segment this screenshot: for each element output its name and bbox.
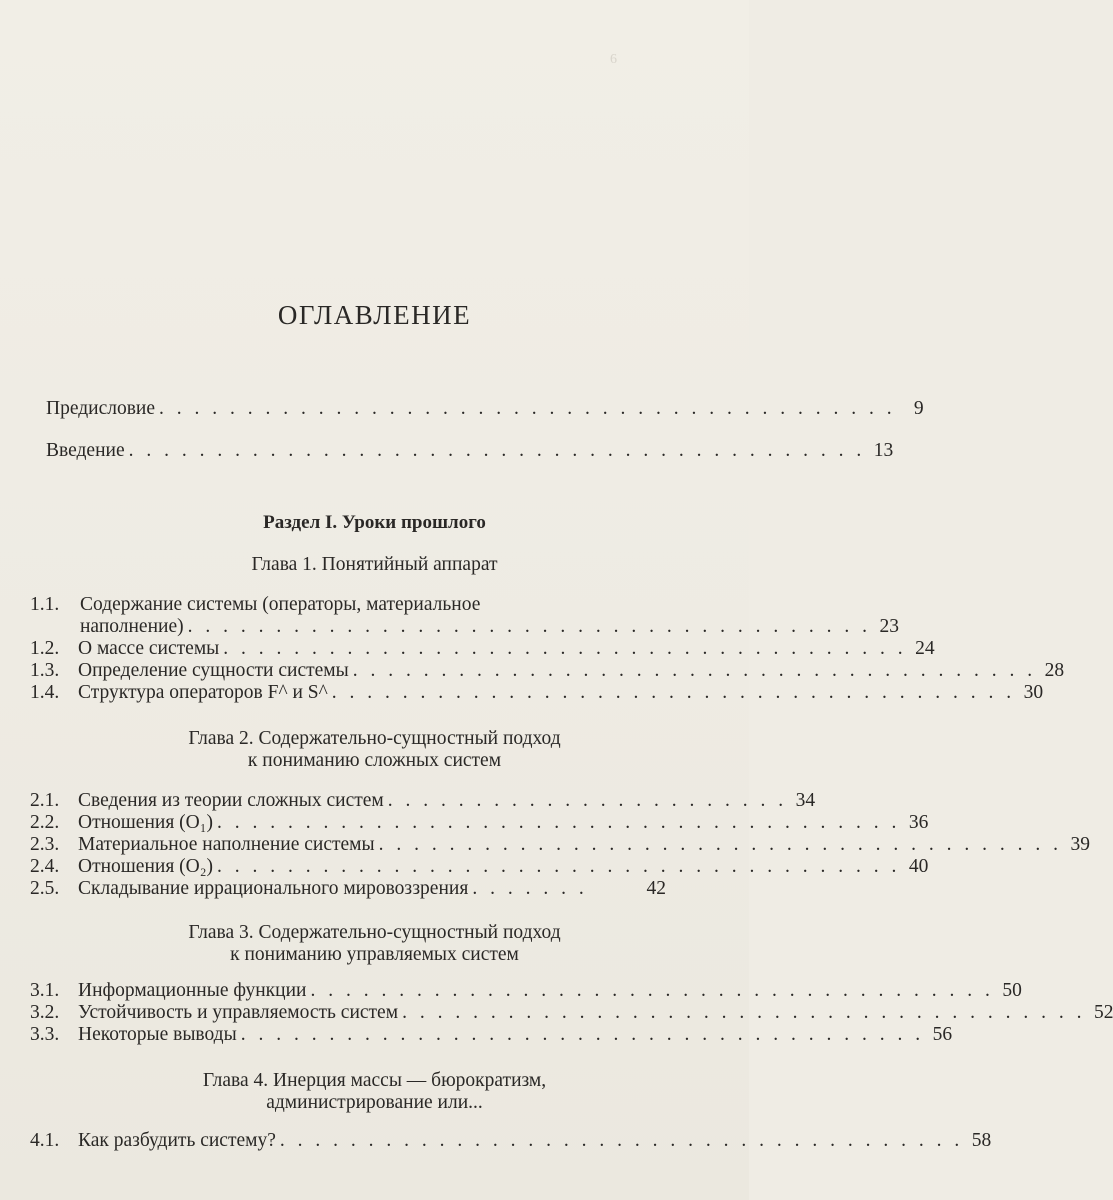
entry-text: Складывание иррационального мировоззрения — [78, 878, 469, 899]
toc-entry-4-1 — [30, 1130, 992, 1152]
entry-text: Информационные функции — [78, 980, 307, 1001]
entry-page: 28 — [1044, 660, 1065, 681]
entry-number: 2.2. — [30, 812, 60, 833]
entry-number: 1.4. — [30, 682, 60, 703]
entry-number: 1.2. — [30, 638, 60, 659]
leader-dots: . . . . . . . . . . . . . . . . . . . . . . . . . . . . . . . . . . . . . . . — [187, 616, 871, 637]
entry-page: 56 — [932, 1024, 953, 1045]
toc-entry-introduction — [46, 440, 894, 462]
entry-text: Устойчивость и управляемость систем — [78, 1002, 399, 1023]
entry-text-continued: наполнение) — [80, 616, 184, 637]
leader-dots: . . . . . . . . . . . . . . . . . . . . . . . . . . . . . . . . . . . . . . . — [310, 980, 994, 1001]
section-title: Раздел I. Уроки прошлого — [263, 512, 486, 533]
entry-page: 40 — [908, 856, 929, 877]
toc-entry-1-1 — [30, 594, 480, 616]
leader-dots: . . . . . . . . . . . . . . . . . . . . . . . . . . . . . . . . . . . . . . . — [402, 1002, 1086, 1023]
entry-text: Сведения из теории сложных систем — [78, 790, 384, 811]
toc-entry-2-4 — [30, 856, 929, 878]
entry-text: Структура операторов F^ и S^ — [78, 682, 328, 703]
chapter-2-title-line-1: Глава 2. Содержательно-сущностный подход — [188, 728, 561, 749]
entry-text: Предисловие — [46, 398, 156, 419]
leader-dots: . . . . . . . . . . . . . . . . . . . . . . . . . . . . . . . . . . . . . . . — [240, 1024, 925, 1045]
leader-dots: . . . . . . . . . . . . . . . . . . . . . . . . . . . . . . . . . . . . . . . — [352, 660, 1037, 681]
entry-page: 24 — [915, 638, 935, 659]
page-title: ОГЛАВЛЕНИЕ — [277, 300, 472, 330]
entry-number: 2.3. — [30, 834, 60, 855]
entry-page: 23 — [879, 616, 899, 637]
chapter-3-title-line-1: Глава 3. Содержательно-сущностный подход — [188, 922, 561, 943]
toc-entry-1-4 — [30, 682, 1044, 704]
leader-dots: . . . . . . . — [472, 878, 588, 899]
entry-number: 2.4. — [30, 856, 60, 877]
entry-number: 2.1. — [30, 790, 60, 811]
entry-page: 39 — [1070, 834, 1090, 855]
toc-entry-2-3 — [30, 834, 1090, 856]
entry-page: 34 — [795, 790, 816, 811]
chapter-3-title-line-2: к пониманию управляемых систем — [230, 944, 519, 965]
chapter-1-title: Глава 1. Понятийный аппарат — [251, 554, 498, 575]
entry-text: Содержание системы (операторы, материальное — [80, 594, 481, 615]
leader-dots: . . . . . . . . . . . . . . . . . . . . . . . . . . . . . . . . . . . . . . . — [223, 638, 907, 659]
leader-dots: . . . . . . . . . . . . . . . . . . . . . . . — [387, 790, 788, 811]
entry-text: Отношения (O₂) — [78, 856, 214, 877]
leader-dots: . . . . . . . . . . . . . . . . . . . . . . . . . . . . . . . . . . . . . . . — [378, 834, 1062, 855]
entry-text: Введение — [46, 440, 125, 461]
entry-page: 36 — [908, 812, 929, 833]
toc-entry-3-2 — [30, 1002, 1113, 1024]
toc-entry-2-2 — [30, 812, 929, 834]
entry-text: Определение сущности системы — [78, 660, 349, 681]
entry-number: 1.3. — [30, 660, 60, 681]
entry-page: 13 — [873, 440, 894, 461]
leader-dots: . . . . . . . . . . . . . . . . . . . . . . . . . . . . . . . . . . . . . . . . . . — [159, 398, 896, 419]
entry-text: Отношения (O₁) — [78, 812, 214, 833]
toc-entry-2-5 — [30, 878, 666, 900]
toc-entry-3-1 — [30, 980, 1022, 1002]
entry-text: Материальное наполнение системы — [78, 834, 375, 855]
entry-text: Некоторые выводы — [78, 1024, 237, 1045]
entry-number: 2.5. — [30, 878, 60, 899]
entry-page: 9 — [913, 398, 924, 419]
chapter-4-title-line-2: администрирование или... — [266, 1092, 483, 1113]
toc-entry-1-3 — [30, 660, 1065, 682]
leader-dots: . . . . . . . . . . . . . . . . . . . . . . . . . . . . . . . . . . . . . . . — [217, 812, 901, 833]
toc-entry-preface — [46, 398, 924, 420]
chapter-4-title-line-1: Глава 4. Инерция массы — бюрократизм, — [202, 1070, 547, 1091]
entry-number: 3.3. — [30, 1024, 60, 1045]
entry-page: 52 — [1093, 1002, 1113, 1023]
entry-page: 30 — [1023, 682, 1044, 703]
entry-page: 42 — [646, 878, 666, 899]
leader-dots: . . . . . . . . . . . . . . . . . . . . . . . . . . . . . . . . . . . . . . . . . . — [128, 440, 866, 461]
toc-entry-2-1 — [30, 790, 816, 812]
entry-page: 58 — [971, 1130, 992, 1151]
entry-text: Как разбудить систему? — [78, 1130, 276, 1151]
entry-number: 3.2. — [30, 1002, 60, 1023]
entry-number: 1.1. — [30, 594, 60, 615]
toc-entry-1-2 — [30, 638, 935, 660]
bleed-through-text: 6 — [610, 52, 617, 67]
toc-entry-3-3 — [30, 1024, 953, 1046]
leader-dots: . . . . . . . . . . . . . . . . . . . . . . . . . . . . . . . . . . . . . . . — [331, 682, 1016, 703]
entry-page: 50 — [1002, 980, 1022, 1001]
entry-number: 3.1. — [30, 980, 60, 1001]
toc-entry-1-1-continued — [80, 616, 899, 638]
leader-dots: . . . . . . . . . . . . . . . . . . . . . . . . . . . . . . . . . . . . . . . — [217, 856, 901, 877]
leader-dots: . . . . . . . . . . . . . . . . . . . . . . . . . . . . . . . . . . . . . . . — [279, 1130, 964, 1151]
chapter-2-title-line-2: к пониманию сложных систем — [247, 750, 502, 771]
entry-text: О массе системы — [78, 638, 220, 659]
entry-number: 4.1. — [30, 1130, 60, 1151]
